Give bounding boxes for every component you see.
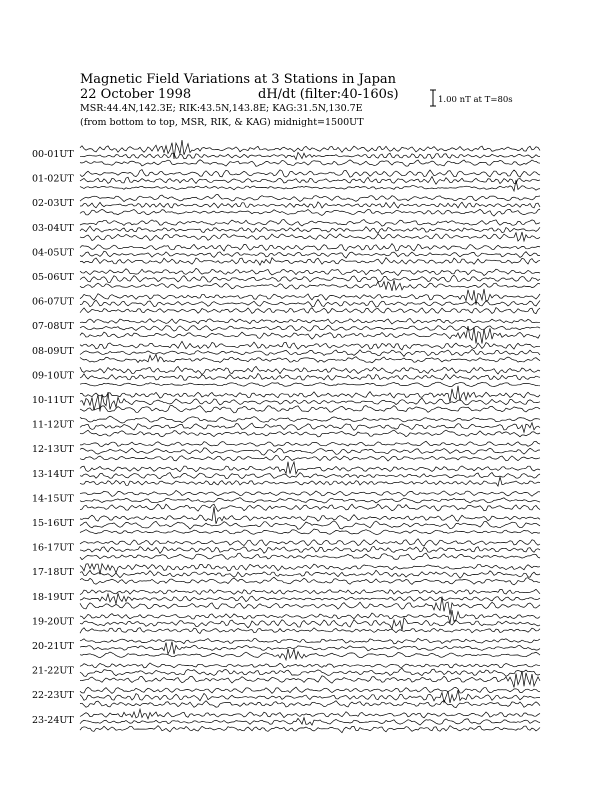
hour-row-label: 16-17UT — [32, 542, 74, 554]
trace-rik — [80, 473, 540, 479]
filter-label: dH/dt (filter:40-160s) — [258, 87, 399, 102]
trace-kag — [80, 289, 540, 305]
station-coordinates: MSR:44.4N,142.3E; RIK:43.5N,143.8E; KAG:31.5N,130.7E — [80, 103, 363, 114]
trace-kag — [80, 244, 540, 251]
hour-row — [32, 687, 540, 708]
trace-msr — [80, 308, 540, 314]
hour-row — [32, 491, 540, 512]
hour-row — [32, 441, 540, 461]
hour-row — [32, 268, 540, 291]
hour-row-label: 01-02UT — [32, 173, 74, 185]
trace-rik — [80, 642, 540, 655]
hour-row-label: 06-07UT — [32, 296, 74, 308]
hour-row-label: 18-19UT — [32, 591, 74, 603]
trace-rik — [80, 325, 540, 331]
trace-rik — [80, 299, 540, 307]
trace-rik — [80, 275, 540, 282]
hour-row-label: 15-16UT — [32, 518, 74, 529]
trace-msr — [80, 477, 540, 486]
trace-rik — [80, 618, 540, 631]
trace-kag — [80, 539, 540, 546]
hour-row-label: 19-20UT — [32, 616, 74, 628]
trace-rik — [80, 448, 540, 455]
trace-rik — [80, 570, 540, 578]
trace-rik — [80, 251, 540, 258]
trace-kag — [80, 610, 540, 623]
hour-row — [32, 170, 540, 191]
trace-msr — [80, 258, 540, 266]
hour-row — [32, 610, 540, 633]
trace-rik — [80, 521, 540, 529]
trace-kag — [80, 638, 540, 644]
trace-msr — [80, 553, 540, 560]
trace-kag — [80, 507, 540, 524]
hour-row — [32, 539, 540, 560]
trace-msr — [80, 726, 540, 733]
trace-msr — [80, 529, 540, 534]
hour-row-label: 05-06UT — [32, 272, 74, 283]
hour-row — [32, 220, 540, 242]
trace-kag — [80, 564, 540, 575]
hour-row-label: 02-03UT — [32, 198, 74, 210]
trace-msr — [80, 649, 540, 660]
hour-row-label: 09-10UT — [32, 370, 74, 382]
trace-kag — [80, 170, 540, 178]
trace-msr — [80, 326, 540, 344]
hour-row-label: 00-01UT — [32, 149, 74, 160]
trace-rik — [80, 373, 540, 380]
trace-rik — [80, 498, 540, 503]
trace-rik — [80, 350, 540, 357]
trace-msr — [80, 504, 540, 511]
trace-kag — [80, 589, 540, 594]
trace-rik — [80, 594, 540, 604]
trace-msr — [80, 430, 540, 437]
hour-row-label: 14-15UT — [32, 493, 74, 505]
hour-row-label: 10-11UT — [32, 395, 74, 406]
station-order-note: (from bottom to top, MSR, RIK, & KAG) midnight=1500UT — [80, 117, 364, 128]
hour-row — [32, 507, 540, 535]
hour-row — [32, 462, 540, 486]
hour-row — [32, 638, 540, 660]
hour-row-label: 13-14UT — [32, 468, 74, 480]
trace-msr — [80, 701, 540, 708]
hour-row — [32, 416, 540, 437]
hour-row — [32, 318, 540, 343]
hour-row — [32, 289, 540, 314]
trace-msr — [80, 160, 540, 167]
hour-row-label: 20-21UT — [32, 641, 74, 652]
trace-rik — [80, 718, 540, 726]
trace-rik — [80, 202, 540, 208]
trace-kag — [80, 386, 540, 402]
trace-kag — [80, 462, 540, 474]
trace-msr — [80, 354, 540, 362]
trace-kag — [80, 195, 540, 202]
hour-row-label: 22-23UT — [32, 690, 74, 702]
hour-row-label: 07-08UT — [32, 321, 74, 333]
hour-row-label: 21-22UT — [32, 665, 74, 677]
hour-row-label: 03-04UT — [32, 222, 74, 234]
trace-rik — [80, 690, 540, 703]
hour-row — [32, 386, 540, 413]
trace-kag — [80, 220, 540, 227]
trace-msr — [80, 232, 540, 241]
hour-row-label: 08-09UT — [32, 345, 74, 357]
trace-msr — [80, 455, 540, 461]
chart-date: 22 October 1998 — [80, 87, 192, 102]
trace-msr — [80, 405, 540, 413]
trace-rik — [80, 152, 540, 159]
trace-rik — [80, 226, 540, 233]
hour-row — [32, 663, 540, 688]
trace-kag — [80, 663, 540, 668]
trace-msr — [80, 671, 540, 687]
trace-kag — [80, 268, 540, 275]
hour-row-label: 11-12UT — [32, 419, 74, 431]
scale-bar-label: 1.00 nT at T=80s — [438, 95, 513, 105]
hour-row-label: 04-05UT — [32, 247, 74, 259]
trace-rik — [80, 177, 540, 185]
trace-kag — [80, 709, 540, 719]
trace-kag — [80, 416, 540, 423]
trace-rik — [80, 423, 540, 433]
hour-row — [32, 195, 540, 217]
hour-row — [32, 140, 540, 166]
trace-kag — [80, 687, 540, 693]
trace-kag — [80, 341, 540, 350]
trace-kag — [80, 318, 540, 324]
hour-row — [32, 589, 540, 614]
trace-rik — [80, 668, 540, 676]
trace-kag — [80, 441, 540, 446]
trace-kag — [80, 491, 540, 497]
trace-kag — [80, 366, 540, 374]
trace-msr — [80, 597, 540, 615]
hour-row — [32, 366, 540, 386]
hour-row — [32, 564, 540, 585]
hour-row-label: 17-18UT — [32, 567, 74, 579]
hour-row — [32, 244, 540, 266]
trace-msr — [80, 382, 540, 386]
hour-row — [32, 341, 540, 363]
hour-row-label: 12-13UT — [32, 444, 74, 456]
trace-msr — [80, 209, 540, 216]
trace-msr — [80, 577, 540, 585]
chart-title: Magnetic Field Variations at 3 Stations in Japan — [80, 72, 397, 87]
trace-rik — [80, 546, 540, 553]
hour-row-label: 23-24UT — [32, 714, 74, 726]
hour-row — [32, 709, 540, 732]
trace-msr — [80, 628, 540, 634]
